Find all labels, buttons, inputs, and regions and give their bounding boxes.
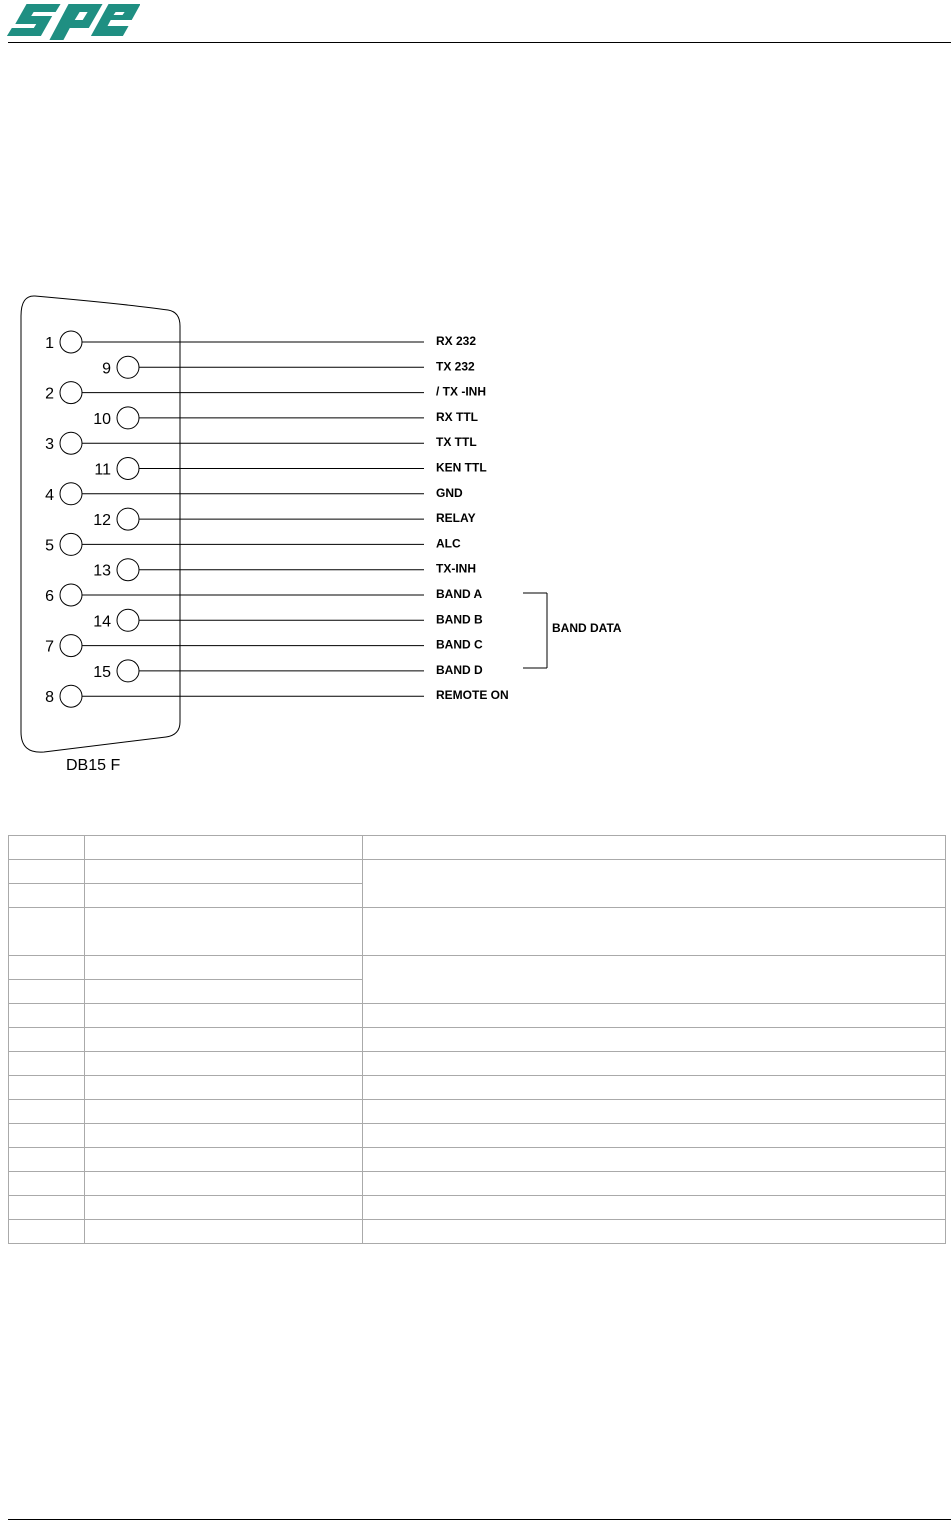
- table-row: [9, 1124, 946, 1148]
- table-cell: [9, 980, 85, 1004]
- table-cell: [85, 1004, 363, 1028]
- table-row: [9, 836, 946, 860]
- signal-label: ALC: [436, 536, 461, 551]
- signal-label: / TX -INH: [436, 384, 486, 399]
- pin-socket: [117, 660, 139, 682]
- table-row: [9, 1196, 946, 1220]
- table-row: [9, 1076, 946, 1100]
- pin-1: [45, 331, 476, 353]
- pin-number: 7: [45, 638, 54, 656]
- pin-number: 14: [93, 613, 111, 631]
- pin-socket: [60, 331, 82, 353]
- table-cell: [9, 1124, 85, 1148]
- signal-label: TX-INH: [436, 561, 476, 576]
- table-cell: [363, 836, 946, 860]
- pin-number: 3: [45, 436, 54, 454]
- table-cell: [9, 1172, 85, 1196]
- table-cell: [9, 1148, 85, 1172]
- table-cell: [85, 1124, 363, 1148]
- table-row: [9, 908, 946, 956]
- signal-label: BAND D: [436, 662, 483, 677]
- table-cell: [85, 956, 363, 980]
- signal-label: BAND C: [436, 637, 483, 652]
- signal-label: RELAY: [436, 511, 476, 526]
- header-rule: [8, 42, 951, 43]
- table-cell: [85, 1172, 363, 1196]
- table-cell: [363, 1124, 946, 1148]
- pin-socket: [60, 685, 82, 707]
- signal-label: BAND A: [436, 587, 483, 601]
- table-cell: [85, 836, 363, 860]
- table-row: [9, 956, 946, 980]
- pin-number: 5: [45, 537, 54, 555]
- table-cell: [9, 1004, 85, 1028]
- pin-number: 13: [93, 562, 111, 580]
- pin-number: 10: [93, 410, 111, 428]
- pin-6: [45, 584, 482, 606]
- pin-socket: [117, 407, 139, 429]
- pin-3: [45, 432, 477, 454]
- table-cell: [9, 1220, 85, 1244]
- signal-label: REMOTE ON: [436, 688, 509, 703]
- signal-label: TX TTL: [436, 435, 477, 450]
- pin-13: [93, 559, 476, 581]
- table-cell: [9, 860, 85, 884]
- table-cell: [363, 1172, 946, 1196]
- table-cell: [85, 860, 363, 884]
- pin-7: [45, 635, 483, 657]
- connector-caption: DB15 F: [66, 757, 121, 774]
- table-row: [9, 860, 946, 884]
- pin-layer: [45, 331, 509, 707]
- table-cell: [363, 1100, 946, 1124]
- table-cell: [9, 1196, 85, 1220]
- table-cell: [9, 884, 85, 908]
- signal-label: RX 232: [436, 334, 477, 348]
- pin-socket: [117, 508, 139, 530]
- table-cell: [85, 908, 363, 956]
- table-cell: [9, 1100, 85, 1124]
- table-row: [9, 1052, 946, 1076]
- pin-number: 8: [45, 689, 54, 707]
- pin-number: 6: [45, 588, 54, 605]
- pin-12: [93, 508, 475, 530]
- pin-number: 2: [45, 385, 54, 403]
- pin-number: 12: [93, 512, 111, 530]
- table-cell: [363, 1052, 946, 1076]
- band-data-label: BAND DATA: [552, 621, 622, 635]
- pin-number: 15: [93, 663, 111, 681]
- table-cell: [85, 980, 363, 1004]
- table-row: [9, 1172, 946, 1196]
- pin-15: [93, 660, 483, 682]
- signal-label: BAND B: [436, 612, 483, 627]
- table-row: [9, 1148, 946, 1172]
- table-cell: [363, 908, 946, 956]
- pin-9: [102, 356, 475, 378]
- table-cell: [85, 884, 363, 908]
- pin-socket: [117, 356, 139, 378]
- table-cell: [363, 956, 946, 1004]
- table-cell: [85, 1220, 363, 1244]
- table-cell: [9, 908, 85, 956]
- pin-socket: [60, 382, 82, 404]
- pin-table: [8, 835, 946, 1244]
- table-cell: [9, 1076, 85, 1100]
- page-header: [0, 0, 951, 44]
- pin-socket: [60, 584, 82, 606]
- table-cell: [363, 1076, 946, 1100]
- table-cell: [85, 1196, 363, 1220]
- table-row: [9, 1004, 946, 1028]
- pin-8: [45, 685, 509, 707]
- table-cell: [363, 1028, 946, 1052]
- table-cell: [363, 1004, 946, 1028]
- table-cell: [9, 836, 85, 860]
- pin-5: [45, 533, 461, 555]
- table-cell: [85, 1052, 363, 1076]
- db15-connector-diagram: [0, 280, 951, 780]
- pin-11: [94, 458, 486, 480]
- pin-14: [93, 609, 483, 631]
- pin-number: 11: [94, 461, 111, 479]
- table-cell: [363, 1220, 946, 1244]
- table-row: [9, 1100, 946, 1124]
- signal-label: RX TTL: [436, 409, 478, 424]
- pin-10: [93, 407, 478, 429]
- signal-label: TX 232: [436, 359, 475, 374]
- pin-socket: [60, 533, 82, 555]
- pin-number: 9: [102, 360, 111, 378]
- table-cell: [9, 1028, 85, 1052]
- footer-rule: [8, 1519, 951, 1520]
- table-cell: [85, 1076, 363, 1100]
- signal-label: KEN TTL: [436, 460, 487, 475]
- table-row: [9, 1028, 946, 1052]
- pin-socket: [117, 559, 139, 581]
- pin-socket: [60, 483, 82, 505]
- table-cell: [363, 1148, 946, 1172]
- pin-socket: [60, 432, 82, 454]
- table-cell: [9, 956, 85, 980]
- table-cell: [363, 1196, 946, 1220]
- pin-number: 1: [45, 335, 54, 352]
- pin-4: [45, 483, 463, 505]
- pin-2: [45, 382, 486, 404]
- table-row: [9, 1220, 946, 1244]
- band-data-bracket: [523, 593, 547, 668]
- signal-label: GND: [436, 485, 463, 500]
- table-cell: [363, 860, 946, 908]
- pin-socket: [60, 635, 82, 657]
- table-cell: [85, 1028, 363, 1052]
- table-cell: [85, 1148, 363, 1172]
- pin-socket: [117, 609, 139, 631]
- pin-number: 4: [45, 486, 54, 504]
- table-cell: [9, 1052, 85, 1076]
- table-cell: [85, 1100, 363, 1124]
- pin-socket: [117, 458, 139, 480]
- spe-logo: [0, 0, 140, 44]
